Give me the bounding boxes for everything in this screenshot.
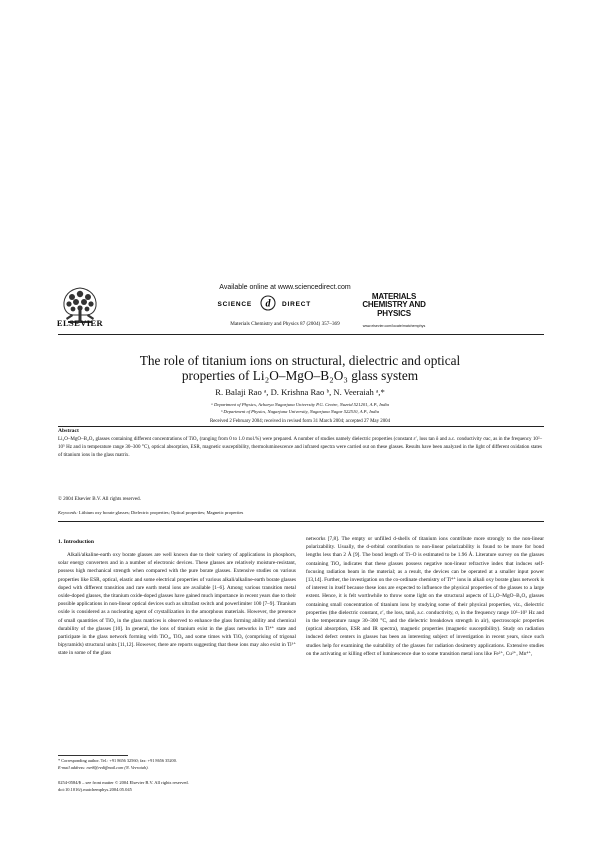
journal-citation: Materials Chemistry and Physics 87 (2004) 357–369: [230, 321, 340, 327]
sciencedirect-left-word: SCIENCE: [217, 301, 252, 308]
section-heading-introduction: 1. Introduction: [58, 539, 94, 545]
sciencedirect-right-word: DIRECT: [282, 301, 311, 308]
journal-title-line: CHEMISTRY AND: [362, 300, 426, 310]
sciencedirect-logo: [190, 295, 370, 311]
affiliation-a: ᵃ Department of Physics, Acharya Nagarjuna University P.G. Centre, Nuzvid 521201, A.P., India: [211, 402, 389, 407]
article-title-line: The role of titanium ions on structural, dielectric and optical: [139, 353, 461, 368]
header-divider: [58, 334, 544, 335]
corresponding-author-footnote: * Corresponding author. Tel.: +91 8656 32560; fax: +91 8656 35200.: [58, 758, 177, 763]
abstract-text: Li₂O–MgO–B₂O₃ glasses containing different concentrations of TiO₂ (ranging from 0 to 1.0 mol.%) were prepared. A number of studies namely dielectric properties (constant ε′, loss tan δ and a.c. conductivity σac, as in the frequency 10²–10⁵ Hz and in temperature range 30–300 °C), optical absorption, ESR, magnetic susceptibility, thermoluminescence and infrared spectra were carried out on these glasses. Results have been analyzed in the light of different oxidation states of titanium ions in the glass matrix.: [58, 436, 542, 458]
keywords-text: Lithium oxy borate glasses; Dielectric properties; Optical properties; Magnetic properties: [78, 510, 244, 515]
sciencedirect-d-icon: d: [265, 298, 271, 310]
body-column-left: [58, 551, 296, 658]
affiliation-b: ᵇ Department of Physics, Nagarjuna University, Nagarjuna Nagar 522510, A.P., India: [220, 409, 380, 414]
available-online-text: Available online at www.sciencedirect.com: [219, 284, 351, 291]
keywords-label: Keywords:: [58, 510, 78, 515]
footnote-divider: [58, 755, 128, 756]
abstract-copyright: © 2004 Elsevier B.V. All rights reserved.: [58, 496, 141, 502]
author-list: R. Balaji Rao ᵃ, D. Krishna Rao ᵇ, N. Veeraiah ᵃ,*: [215, 387, 385, 397]
journal-title-line: MATERIALS: [371, 292, 417, 301]
abstract-top-divider: [58, 426, 544, 427]
paragraph: networks [7,8]. The empty or unfilled d-shells of titanium ions contribute more strongly to the non-linear polarizability. Usually, the d-orbital contribution to non-linear polarizability is found to be more for bond lengths less than 2 Å [9]. The bond length of Ti–O is estimated to be 1.96 Å. Literature survey on the glasses containing TiO₂ indicates that these glasses possess negative non-linear refractive index that induces self-focusing radiation beam in the material; as a result, the devices can be operated at a smaller input power [13,14]. Further, the investigation on the co-ordinate chemistry of Ti⁴⁺ ions in alkali oxy borate glass network is of interest in itself because these ions are expected to influence the physical properties of the glasses to a large extent. Hence, it is felt worthwhile to throw some light on the structural aspects of Li₂O–MgO–B₂O₃ glasses containing small concentration of titanium ions by studying some of their physical properties, viz., dielectric properties (the dielectric constant, ε′, the loss, tanδ, a.c. conductivity, σ, in the frequency range 10²–10⁵ Hz and in the temperature range 30–300 °C, and the dielectric breakdown strength in air), spectroscopic properties (optical absorption, ESR and IR spectra), magnetic properties (magnetic susceptibility). Study on radiation induced defect centers in glasses has been an interesting subject of investigation in recent years, since such studies help for examining the suitability of the glasses for radiation dosimetry applications. Extensive studies on the activating or killing effect of luminescence due to some transition metal ions like Fe²⁺, Cu²⁺, Mn⁴⁺,: [306, 536, 544, 657]
doi-line: doi:10.1016/j.matchemphys.2004.05.045: [58, 786, 132, 792]
publisher-name: ELSEVIER: [56, 318, 104, 328]
keywords-line: [58, 510, 243, 515]
received-dates: Received 2 February 2004; received in revised form 31 March 2004; accepted 27 May 2004: [209, 419, 391, 424]
abstract-heading: Abstract: [58, 428, 79, 434]
journal-url[interactable]: www.elsevier.com/locate/matchemphys: [362, 324, 426, 328]
body-column-right: [306, 535, 544, 658]
abstract-bottom-divider: [58, 521, 544, 522]
journal-title-line: PHYSICS: [377, 308, 411, 318]
paragraph: Alkali/alkaline-earth oxy borate glasses are well known due to their variety of applications in phosphors, solar energy converters and in a number of electronic devices. These glasses are relatively moisture-resistant, possess high mechanical strength when compared with the pure borate glasses. Extensive studies on various properties like ESR, optical, elastic and some electrical properties of various alkali/alkaline-earth borate glasses doped with different transition and rare earth metal ions are available [1–6]. Among various transition metal oxide-doped glasses, the titanium oxide-doped glasses have gained much importance in recent years due to their possible applications in non-linear optical devices such as ultrafast switch and powerlimiter 100 [7–9]. Titanium oxide is considered as a nucleating agent of crystallization in the amorphous materials. However, the presence of small quantities of TiO₂ in the glass matrices is observed to enhance the glass forming ability and chemical durability of the glasses [10]. In general, the ions of titanium exist in the glass networks in Ti⁴⁺ state and participate in the glass network forming with TiO₄, TiO₆ and some times with TiO₅ (comprising of trigonal bipyramids) structural units [11,12]. However, there are reports suggesting that these ions may also exist in Ti³⁺ state in some of the glass: [58, 552, 296, 657]
article-title-line: properties of Li₂O–MgO–B₂O₃ glass system: [181, 368, 419, 383]
article-title: [70, 353, 530, 383]
email-footnote: E-mail address: nvr8@rediffmail.com (N. Veeraiah).: [58, 765, 149, 770]
issn-line: 0254-0584/$ – see front matter © 2004 Elsevier B.V. All rights reserved.: [58, 780, 189, 785]
journal-title-block: [350, 293, 438, 318]
issn-block: [58, 780, 189, 794]
